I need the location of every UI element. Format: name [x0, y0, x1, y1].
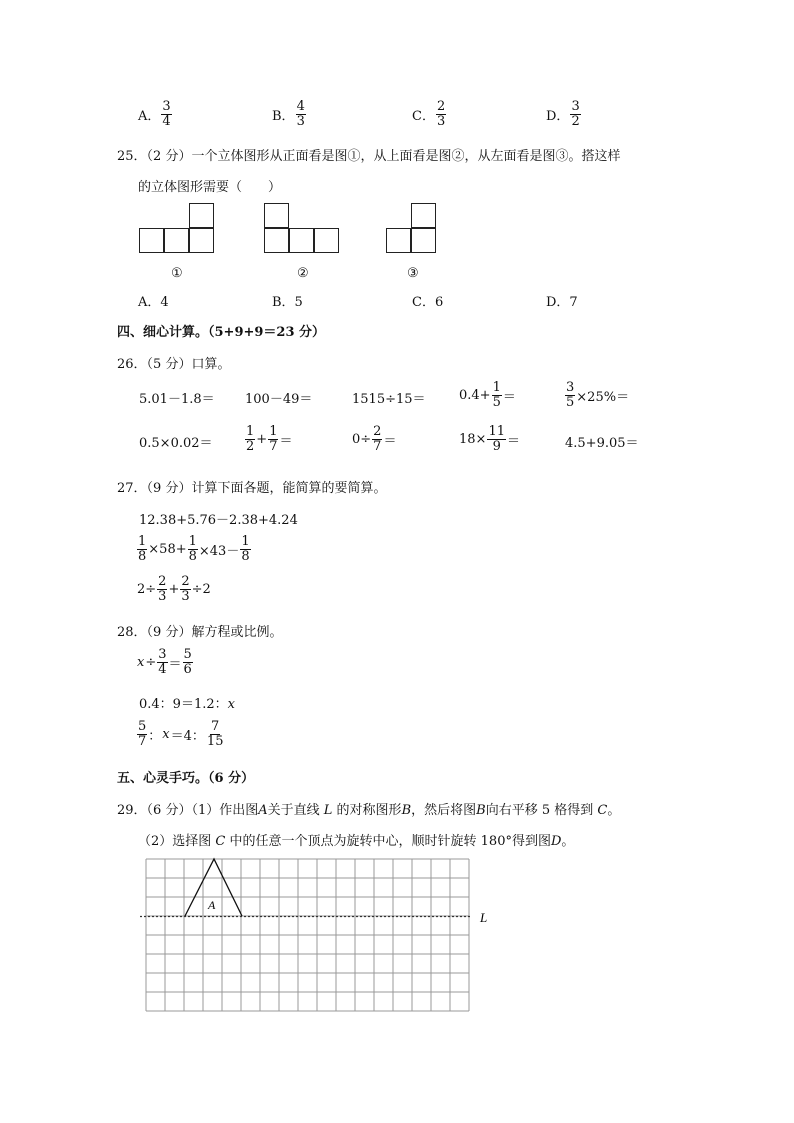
q25-option-c[interactable]: C．6 [412, 295, 444, 310]
grid-lines [146, 859, 469, 1011]
q28-line-3: $\frac{5}{7}$ ： x ＝4： $\frac{7}{15}$ [138, 719, 224, 750]
q24-option-b[interactable]: B． $\frac{4}{3}$ [272, 99, 305, 130]
square [189, 228, 214, 253]
q25-stem-line1: 25．（2 分）一个立体图形从正面看是图①，从上面看是图②，从左面看是图③。搭这样 [117, 149, 621, 164]
fraction: $\frac{1}{7}$ [269, 424, 278, 455]
square [164, 228, 189, 253]
q24-option-c[interactable]: C． $\frac{2}{3}$ [412, 99, 446, 130]
square [314, 228, 339, 253]
section-5-title: 五、心灵手巧。（6 分） [117, 771, 255, 786]
square [264, 203, 289, 228]
q25-option-d[interactable]: D．7 [546, 295, 578, 310]
q27-stem: 27．（9 分）计算下面各题，能简算的要简算。 [117, 481, 387, 496]
square [264, 228, 289, 253]
square [386, 228, 411, 253]
fraction: $\frac{4}{3}$ [296, 99, 305, 130]
square [411, 203, 436, 228]
fraction: $\frac{1}{8}$ [138, 534, 147, 565]
q25-fig-label-3: ③ [407, 266, 419, 281]
fraction: $\frac{3}{2}$ [571, 99, 580, 130]
fraction: $\frac{2}{3}$ [158, 574, 167, 605]
q27-line-1: 12.38+5.76－2.38+4.24 [139, 513, 298, 528]
fraction: $\frac{1}{5}$ [492, 380, 501, 411]
line-l-label: L [480, 910, 488, 925]
square [189, 203, 214, 228]
fraction: $\frac{1}{8}$ [241, 534, 250, 565]
fraction: $\frac{3}{5}$ [566, 380, 575, 411]
fraction: $\frac{3}{4}$ [162, 99, 171, 130]
q25-fig-label-2: ② [297, 266, 309, 281]
section-4-title: 四、细心计算。（5+9+9＝23 分） [117, 325, 326, 340]
fraction: $\frac{1}{2}$ [246, 424, 255, 455]
fraction: $\frac{2}{3}$ [436, 99, 446, 130]
fraction: $\frac{3}{4}$ [158, 647, 167, 678]
q24-options [138, 100, 618, 136]
fraction: $\frac{2}{7}$ [373, 424, 382, 455]
q24-option-d[interactable]: D． $\frac{3}{2}$ [546, 99, 580, 130]
q29-line-2: （2）选择图 C 中的任意一个顶点为旋转中心，顺时针旋转 180°得到图D。 [138, 834, 575, 849]
q26-item-d: 0.4+ $\frac{1}{5}$ ＝ [459, 380, 516, 411]
fraction: $\frac{7}{15}$ [206, 719, 224, 750]
q25-option-a[interactable]: A．4 [138, 295, 169, 310]
q27-line-2: $\frac{1}{8}$ ×58+ $\frac{1}{8}$ ×43－ $\frac{1}{8}$ [138, 534, 250, 565]
q26-item-c: 1515÷15＝ [352, 392, 426, 407]
q28-line-2: 0.4：9＝1.2：x [139, 697, 235, 712]
q26-item-f: 0.5×0.02＝ [139, 436, 213, 451]
q25-stem-line2: 的立体图形需要（ ） [138, 180, 282, 195]
q26-item-b: 100－49＝ [245, 392, 313, 407]
q29-grid-figure [140, 855, 510, 1017]
fraction: $\frac{11}{9}$ [488, 424, 505, 455]
square [411, 228, 436, 253]
q24-option-a[interactable]: A． $\frac{3}{4}$ [138, 99, 171, 130]
fraction: $\frac{2}{3}$ [181, 574, 190, 605]
q26-item-i: 18× $\frac{11}{9}$ ＝ [459, 424, 520, 455]
q28-line-1: x ÷ $\frac{3}{4}$ ＝ $\frac{5}{6}$ [137, 647, 192, 678]
figure-a-label: A [208, 898, 216, 912]
q26-stem: 26．（5 分）口算。 [117, 357, 231, 372]
q26-item-a: 5.01－1.8＝ [139, 392, 215, 407]
fraction: $\frac{5}{7}$ [138, 719, 147, 750]
fraction: $\frac{5}{6}$ [183, 647, 192, 678]
square [139, 228, 164, 253]
q28-stem: 28．（9 分）解方程或比例。 [117, 625, 283, 640]
q26-item-j: 4.5+9.05＝ [565, 436, 639, 451]
fraction: $\frac{1}{8}$ [188, 534, 197, 565]
q26-item-g: $\frac{1}{2}$ + $\frac{1}{7}$ ＝ [246, 424, 293, 455]
q25-fig-label-1: ① [171, 266, 183, 281]
q27-line-3: 2÷ $\frac{2}{3}$ + $\frac{2}{3}$ ÷2 [137, 574, 211, 605]
q29-line-1: 29．（6 分）（1）作出图A关于直线 L 的对称图形B，然后将图B向右平移 5 格得到 C。 [117, 803, 621, 818]
square [289, 228, 314, 253]
q26-item-h: 0÷ $\frac{2}{7}$ ＝ [352, 424, 397, 455]
q26-item-e: $\frac{3}{5}$ ×25%＝ [566, 380, 630, 411]
q25-option-b[interactable]: B．5 [272, 295, 303, 310]
